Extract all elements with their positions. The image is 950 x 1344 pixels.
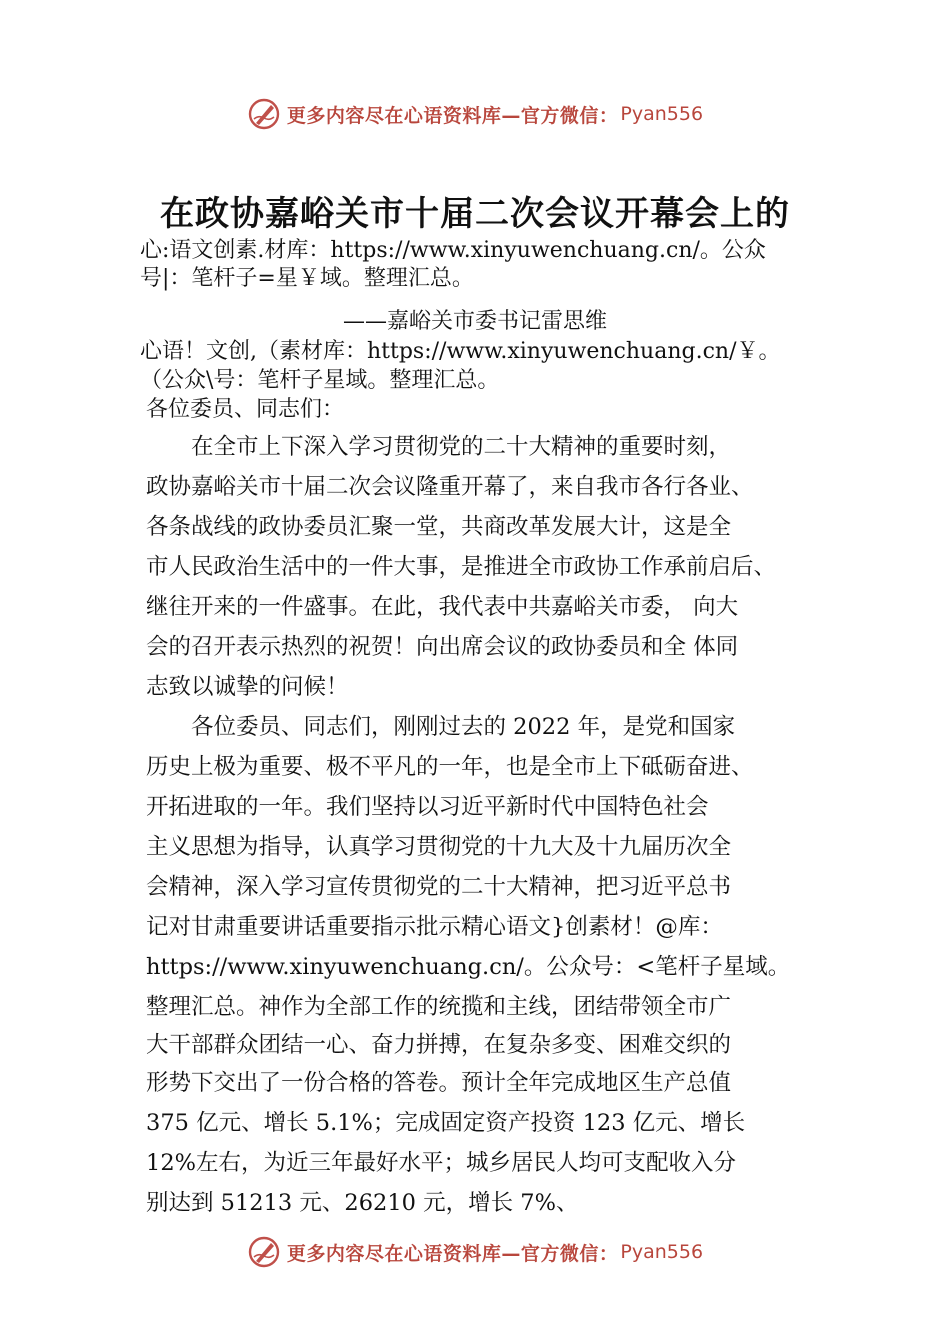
paragraph-line: 375 亿元、增长 5.1%；完成固定资产投资 123 亿元、增长 (146, 1110, 746, 1136)
paragraph-line: https://www.xinyuwenchuang.cn/。公众号：<笔杆子星域。 (146, 954, 791, 980)
paragraph-line: 继往开来的一件盛事。在此，我代表中共嘉峪关市委， 向大 (146, 594, 739, 620)
banner-text: 更多内容尽在心语资料库—官方微信： (286, 1242, 619, 1265)
byline: ——嘉峪关市委书记雷思维 (342, 309, 607, 334)
paragraph-line: 12%左右，为近三年最好水平；城乡居民人均可支配收入分 (146, 1150, 737, 1176)
pen-logo-icon (247, 97, 281, 131)
paragraph-line: 各位委员、同志们，刚刚过去的 2022 年，是党和国家 (146, 714, 736, 740)
paragraph-line: 形势下交出了一份合格的答卷。预计全年完成地区生产总值 (146, 1070, 732, 1096)
paragraph-line: 大干部群众团结一心、奋力拼搏，在复杂多变、困难交织的 (146, 1032, 732, 1058)
watermark-line: 心语！文创,（素材库：https://www.xinyuwenchuang.cn/￥。 (140, 339, 781, 364)
document-title: 在政协嘉峪关市十届二次会议开幕会上的 (160, 194, 790, 234)
salutation: 各位委员、同志们： (146, 397, 345, 422)
paragraph-line: 历史上极为重要、极不平凡的一年，也是全市上下砥砺奋进、 (146, 754, 754, 780)
header-banner (0, 94, 950, 134)
paragraph-line: 志致以诚挚的问候！ (146, 674, 349, 700)
banner-wechat-id: Pyan556 (620, 1241, 704, 1263)
paragraph-line: 开拓进取的一年。我们坚持以习近平新时代中国特色社会 (146, 794, 709, 820)
paragraph-line: 整理汇总。神作为全部工作的统揽和主线，团结带领全市广 (146, 994, 732, 1020)
paragraph-line: 各条战线的政协委员汇聚一堂，共商改革发展大计，这是全 (146, 514, 732, 540)
paragraph-line: 记对甘肃重要讲话重要指示批示精心语文}创素材！@库： (146, 914, 723, 940)
paragraph-line: 政协嘉峪关市十届二次会议隆重开幕了，来自我市各行各业、 (146, 474, 754, 500)
footer-banner (0, 1232, 950, 1272)
paragraph-line: 市人民政治生活中的一件大事，是推进全市政协工作承前启后、 (146, 554, 777, 580)
paragraph-line: 会的召开表示热烈的祝贺！向出席会议的政协委员和全 体同 (146, 634, 739, 660)
paragraph-line: 主义思想为指导，认真学习贯彻党的十九大及十九届历次全 (146, 834, 732, 860)
watermark-line: 心:语文创素.材库：https://www.xinyuwenchuang.cn/。公众 (140, 238, 766, 263)
banner-text: 更多内容尽在心语资料库—官方微信： (286, 104, 619, 127)
paragraph-line: 会精神，深入学习宣传贯彻党的二十大精神，把习近平总书 (146, 874, 732, 900)
paragraph-line: 在全市上下深入学习贯彻党的二十大精神的重要时刻， (146, 434, 732, 460)
watermark-line: （公众\号：笔杆子星域。整理汇总。 (140, 368, 500, 393)
watermark-line: 号|：笔杆子=星￥域。整理汇总。 (140, 266, 474, 291)
paragraph-line: 别达到 51213 元、26210 元，增长 7%、 (146, 1190, 579, 1216)
banner-wechat-id: Pyan556 (620, 103, 704, 125)
pen-logo-icon (247, 1235, 281, 1269)
